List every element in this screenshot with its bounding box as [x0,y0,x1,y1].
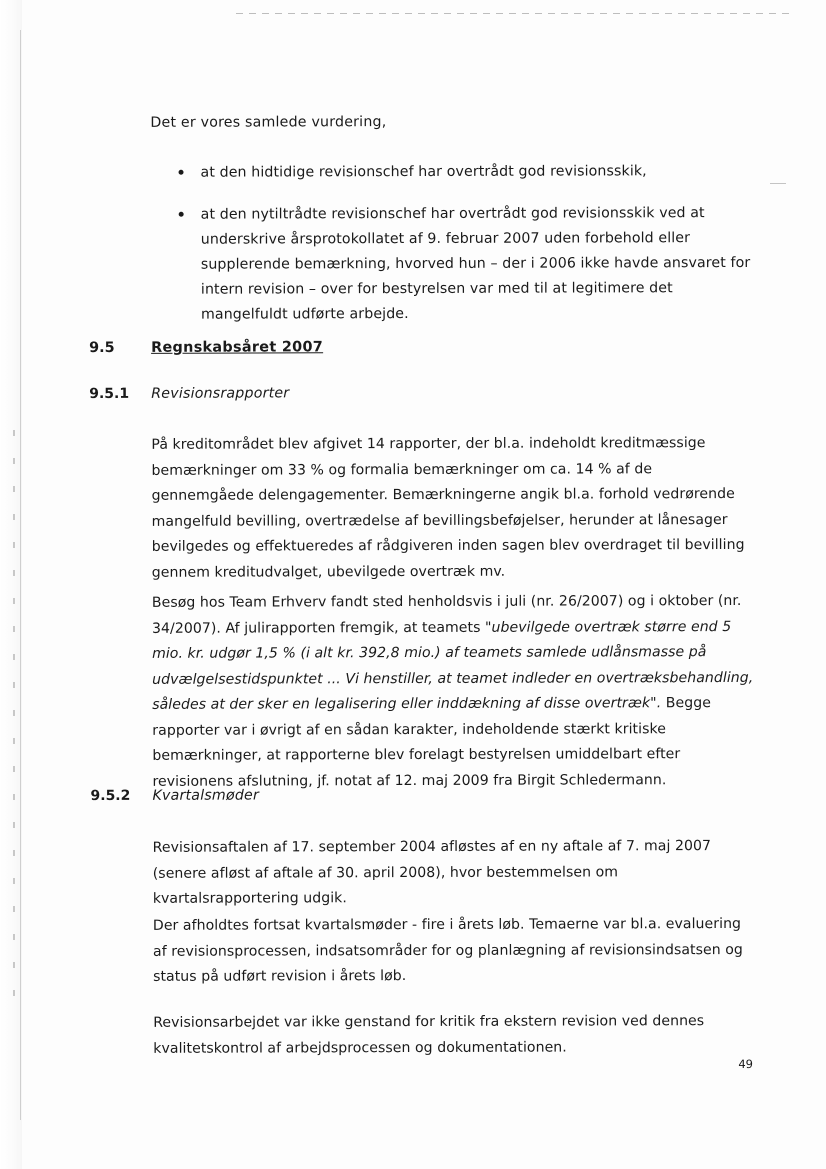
list-item [151,159,751,186]
quote-tail-text: Begge rapporter var i øvrigt af en sådan karakter, indeholdende stærkt kritiske bemærkninger, at rapporterne blev forelagt bestyrelsen umiddelbart efter revisionens afslutning, jf. notat af 12. maj 2009 fra Birgit Schledermann. [152,695,711,790]
paragraph-kreditomraadet: På kreditområdet blev afgivet 14 rapporter, der bl.a. indeholdt kreditmæssige bemærkninger om 33 % og formalia bemærkninger om ca. 14 % af de gennemgåede delengagementer. Bemærkningerne angik bl.a. forhold vedrørende mangelfuld bevilling, overtrædelse af bevillingsbeføjelser, herunder at lånesager bevilgedes og effektueredes af rådgiveren inden sagen blev overdraget til bevilling gennem kreditudvalget, ubevilgede overtræk mv. [151,435,745,581]
paragraph-kvartalsmoeder: Der afholdtes fortsat kvartalsmøder - fire i årets løb. Temaerne var bl.a. evaluering af revisionsprocessen, indsatsområder for og planlægning af revisionsindsatsen og status på udført revision i årets løb. [152,915,743,985]
page-number: 49 [738,1056,754,1071]
scan-edge-dashes [13,430,15,1010]
scan-right-tick [770,183,786,184]
list-item-text: at den hidtidige revisionschef har overtrådt god revisionsskik, [200,163,647,181]
scan-top-rule [236,13,792,14]
paragraph-revisionsaftalen: Revisionsaftalen af 17. september 2004 afløstes af en ny aftale af 7. maj 2007 (senere afløst af aftale af 30. april 2008), hvor bestemmelsen om kvartalsrapportering udgik. [152,838,712,907]
subsection-number: 9.5.2 [90,787,131,805]
scan-edge-shadow [0,0,22,1169]
section-title: Regnskabsåret 2007 [151,339,324,356]
subsection-number: 9.5.1 [89,385,130,403]
paragraph-revisionsarbejdet: Revisionsarbejdet var ikke genstand for kritik fra ekstern revision ved dennes kvalitetskontrol af arbejdsprocessen og dokumentationen. [153,1013,705,1057]
bullet-dot-icon [179,212,184,217]
subsection-heading-951 [89,384,789,403]
paragraph-team-erhverv [152,589,758,795]
quote-lead-text: Besøg hos Team Erhverv fandt sted henholdsvis i juli (nr. 26/2007) og i oktober (nr. 34/2007). Af julirapporten fremgik, at teamets [151,592,742,637]
quote-text: "ubevilgede overtræk større end 5 mio. kr. udgør 1,5 % (i alt kr. 392,8 mio.) af teamets samlede udlånsmasse på udvælgelsestidspunktet ... Vi henstiller, at teamet indleder en overtræksbehandling, således at der sker en legalisering eller inddækning af disse overtræk". [152,618,754,713]
subsection-title: Revisionsrapporter [151,385,290,402]
bullet-list [151,159,752,345]
scan-edge-line [20,30,21,1120]
intro-paragraph: Det er vores samlede vurdering, [150,114,387,131]
bullet-dot-icon [179,170,184,175]
subsection-title: Kvartalsmøder [152,787,260,804]
list-item-text: at den nytiltrådte revisionschef har overtrådt god revisionsskik ved at underskrive årsprotokollatet af 9. februar 2007 uden forbehold eller supplerende bemærkning, hvorved hun – der i 2006 ikke havde ansvaret for intern revision – over for bestyrelsen var med til at legitimere det mangelfuldt udførte arbejde. [200,205,751,323]
list-item [151,201,751,328]
section-number: 9.5 [89,339,115,357]
